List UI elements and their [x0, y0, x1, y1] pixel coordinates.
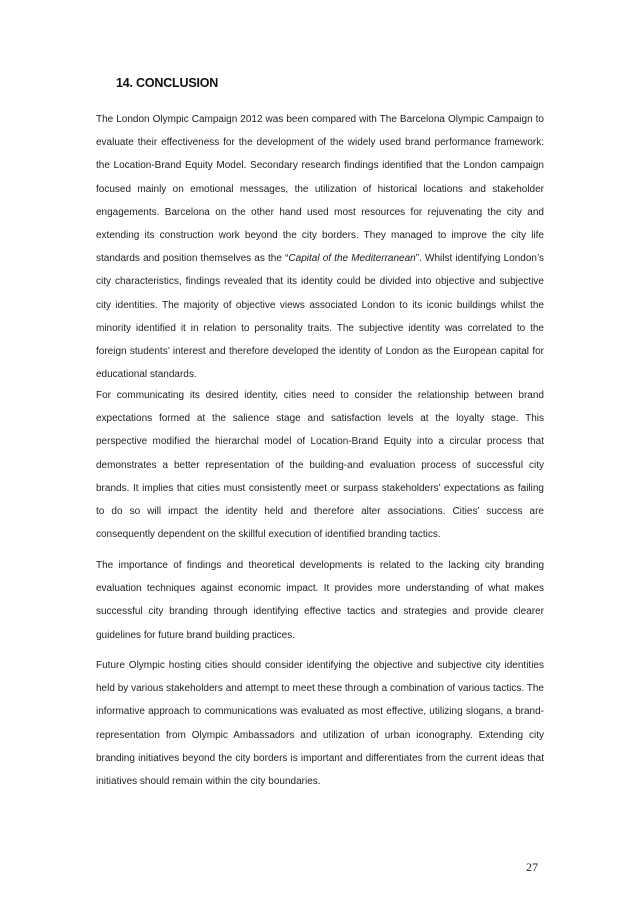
- paragraph-3-text: The importance of findings and theoretical developments is related to the lacking city branding evaluation techniques against economic impact. It provides more understanding of what makes successful city branding through identifying effective tactics and strategies and provide clearer guidelines for future brand building practices.: [96, 560, 544, 641]
- paragraph-1-text: [96, 108, 544, 386]
- page-number: 27: [526, 860, 538, 874]
- section-heading: 14. CONCLUSION: [116, 76, 219, 90]
- paragraph-2-text: For communicating its desired identity, cities need to consider the relationship between brand expectations formed at the salience stage and satisfaction levels at the loyalty stage. This perspective modified the hierarchal model of Location-Brand Equity into a circular process that demonstrates a better representation of the building-and evaluation process of successful city brands. It implies that cities must consistently meet or surpass stakeholders’ expectations as failing to do so will impact the identity held and therefore alter associations. Cities’ success are consequently dependent on the skillful execution of identified branding tactics.: [96, 390, 544, 541]
- paragraph-3: [96, 554, 544, 647]
- paragraph-1-text-end: ”. Whilst identifying London’s city characteristics, findings revealed that its identity could be divided into objective and subjective city identities. The majority of objective views associated London to its iconic buildings whilst the minority identified it in relation to personality traits. The subjective identity was correlated to the foreign students’ interest and therefore developed the identity of London as the European capital for educational standards.: [96, 253, 545, 381]
- paragraph-2: [96, 384, 544, 546]
- paragraph-4-text: Future Olympic hosting cities should consider identifying the objective and subjective city identities held by various stakeholders and attempt to meet these through a combination of various tactics. The informative approach to communications was evaluated as most effective, utilizing slogans, a brand-representation from Olympic Ambassadors and utilization of urban iconography. Extending city branding initiatives beyond the city borders is important and differentiates from the current ideas that initiatives should remain within the city boundaries.: [96, 660, 544, 788]
- paragraph-1: [96, 108, 544, 386]
- paragraph-1-italic-phrase: Capital of the Mediterranean: [288, 253, 416, 265]
- paragraph-1-text-start: The London Olympic Campaign 2012 was been compared with The Barcelona Olympic Campaign to evaluate their effectiveness for the development of the widely used brand performance framework: the Location-Brand Equity Model. Secondary research findings identified that the London campaign focused mainly on emotional messages, the utilization of historical locations and stakeholder engagements. Barcelona on the other hand used most resources for rejuvenating the city and extending its construction work beyond the city borders. They managed to improve the city life standards and position themselves as the “: [96, 114, 544, 265]
- paragraph-4: [96, 654, 544, 793]
